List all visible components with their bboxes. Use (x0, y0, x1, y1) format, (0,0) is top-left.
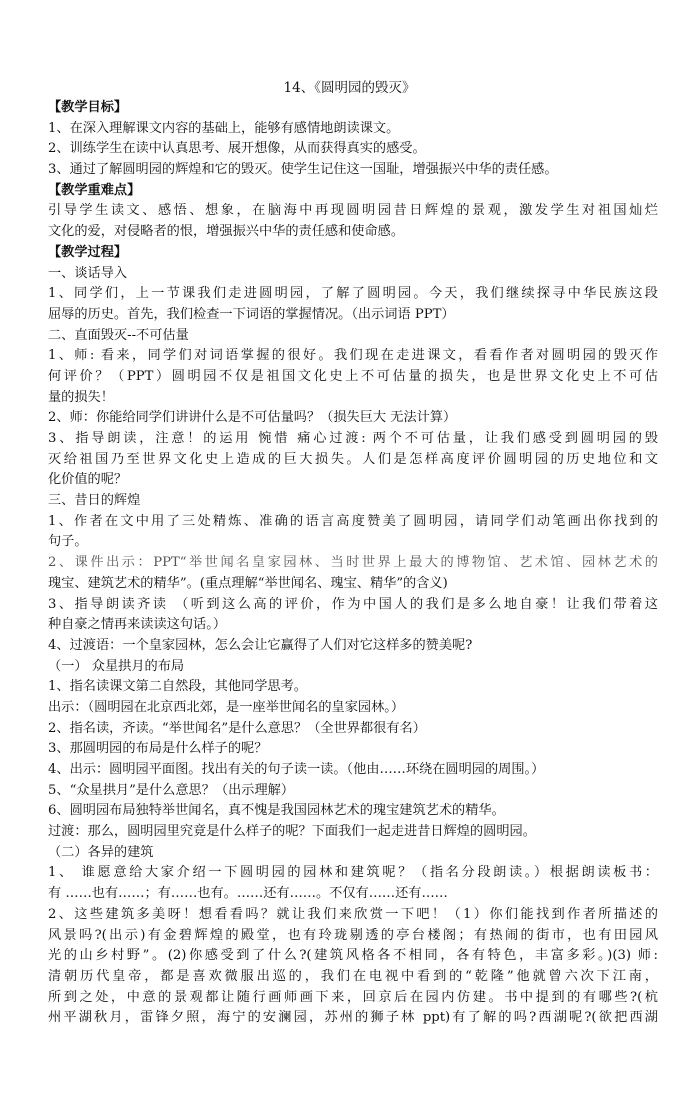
text-line: 清朝历代皇帝，都是喜欢微服出巡的，我们在电视中看到的“乾隆”他就曾六次下江南， (48, 968, 658, 984)
text-line: 2、指名读，齐读。“举世闻名”是什么意思？（全世界都很有名） (48, 720, 426, 736)
text-line: 瑰宝、建筑艺术的精华”。(重点理解“举世闻名、瑰宝、精华”的含义) (48, 575, 448, 591)
section-heading: 【教学目标】 (48, 100, 128, 115)
section-heading: 【教学过程】 (48, 244, 128, 260)
text-line: 2、课件出示：PPT“举世闻名皇家园林、当时世界上最大的博物馆、艺术馆、园林艺术的 (48, 555, 658, 571)
text-line: 化价值的呢？ (48, 472, 128, 488)
text-line: 4、出示：圆明园平面图。找出有关的句子读一读。（他由……环绕在圆明园的周围。） (48, 762, 545, 777)
text-line: 1、师: 看来，同学们对词语掌握的很好。我们现在走进课文，看看作者对圆明园的毁灭作 (48, 348, 658, 364)
text-line: 1、 谁愿意给大家介绍一下圆明园的园林和建筑呢？（指名分段朗读。）根据朗读板书： (48, 865, 658, 881)
text-line: （二）各异的建筑 (48, 844, 154, 860)
text-line: 2、师：你能给同学们讲讲什么是不可估量吗？（损失巨大 无法计算） (48, 410, 457, 426)
text-line: 1、同学们，上一节课我们走进圆明园，了解了圆明园。今天，我们继续探寻中华民族这段 (48, 286, 658, 302)
text-line: 1、作者在文中用了三处精炼、准确的语言高度赞美了圆明园，请同学们动笔画出你找到的 (48, 513, 658, 529)
document-title: 14、《圆明园的毁灭》 (283, 80, 416, 96)
text-line: 光的山乡村野”。(2)你感受到了什么?(建筑风格各不相同，各有特色，丰富多彩。)(3) 师: (48, 948, 658, 964)
text-line: 州平湖秋月，雷锋夕照，海宁的安澜园，苏州的狮子林 ppt)有了解的吗?西湖呢?(欲把西湖 (48, 1010, 658, 1026)
text-line: 5、“众星拱月”是什么意思？（出示理解） (48, 782, 295, 798)
text-line: 引导学生读文、感悟、想象，在脑海中再现圆明园昔日辉煌的景观，激发学生对祖国灿烂 (48, 203, 658, 219)
text-line: 出示：（圆明园在北京西北郊，是一座举世闻名的皇家园林。） (48, 699, 405, 715)
text-line: 种自豪之情再来读读这句话。） (48, 617, 227, 633)
text-line: 一、谈话导入 (48, 265, 128, 281)
text-line: 屈辱的历史。首先，我们检查一下词语的掌握情况。（出示词语 PPT） (48, 306, 455, 322)
text-line: 所到之处，中意的景观都让随行画师画下来，回京后在园内仿建。书中提到的有哪些?(杭 (48, 989, 658, 1005)
text-line: 三、昔日的辉煌 (48, 493, 141, 509)
text-line: 2、这些建筑多美呀！想看看吗？就让我们来欣赏一下吧！（1）你们能找到作者所描述的 (48, 906, 658, 922)
text-line: 3、指导朗读齐读 （听到这么高的评价，作为中国人的我们是多么地自豪！让我们带着这 (48, 596, 658, 612)
text-line: 灭给祖国乃至世界文化史上造成的巨大损失。人们是怎样高度评价圆明园的历史地位和文 (48, 451, 658, 467)
text-line: 4、过渡语：一个皇家园林，怎么会让它赢得了人们对它这样多的赞美呢? (48, 637, 473, 653)
text-line: 3、通过了解圆明园的辉煌和它的毁灭。使学生记住这一国耻，增强振兴中华的责任感。 (48, 162, 558, 178)
text-line: 6、圆明园布局独特举世闻名，真不愧是我国园林艺术的瑰宝建筑艺术的精华。 (48, 803, 505, 819)
text-line: （一） 众星拱月的布局 (48, 658, 185, 674)
text-line: 2、训练学生在读中认真思考、展开想像，从而获得真实的感受。 (48, 141, 426, 157)
text-line: 文化的爱，对侵略者的恨，增强振兴中华的责任感和使命感。 (48, 224, 405, 240)
document-body (48, 98, 658, 1029)
text-line: 句子。 (48, 534, 88, 550)
text-line: 1、指名读课文第二自然段，其他同学思考。 (48, 679, 307, 695)
text-line: 有 ……也有……；有……也有。……还有……。不仅有……还有…… (48, 886, 448, 902)
text-line: 何评价？（PPT）圆明园不仅是祖国文化史上不可估量的损失，也是世界文化史上不可估 (48, 368, 658, 384)
text-line: 二、直面毁灭--不可估量 (48, 327, 189, 343)
text-line: 风景吗?(出示)有金碧辉煌的殿堂，也有玲珑剔透的亭台楼阁；有热闹的街市，也有田园风 (48, 927, 658, 943)
text-line: 量的损失！ (48, 389, 114, 405)
text-line: 3、那圆明园的布局是什么样子的呢？ (48, 741, 268, 757)
text-line: 1、在深入理解课文内容的基础上，能够有感情地朗读课文。 (48, 120, 400, 136)
text-line: 过渡：那么，圆明园里究竟是什么样子的呢？下面我们一起走进昔日辉煌的圆明园。 (48, 824, 536, 840)
section-heading: 【教学重难点】 (48, 182, 141, 198)
text-line: 3、指导朗读，注意！的运用 惋惜 痛心过渡: 两个不可估量，让我们感受到圆明园的毁 (48, 431, 658, 446)
